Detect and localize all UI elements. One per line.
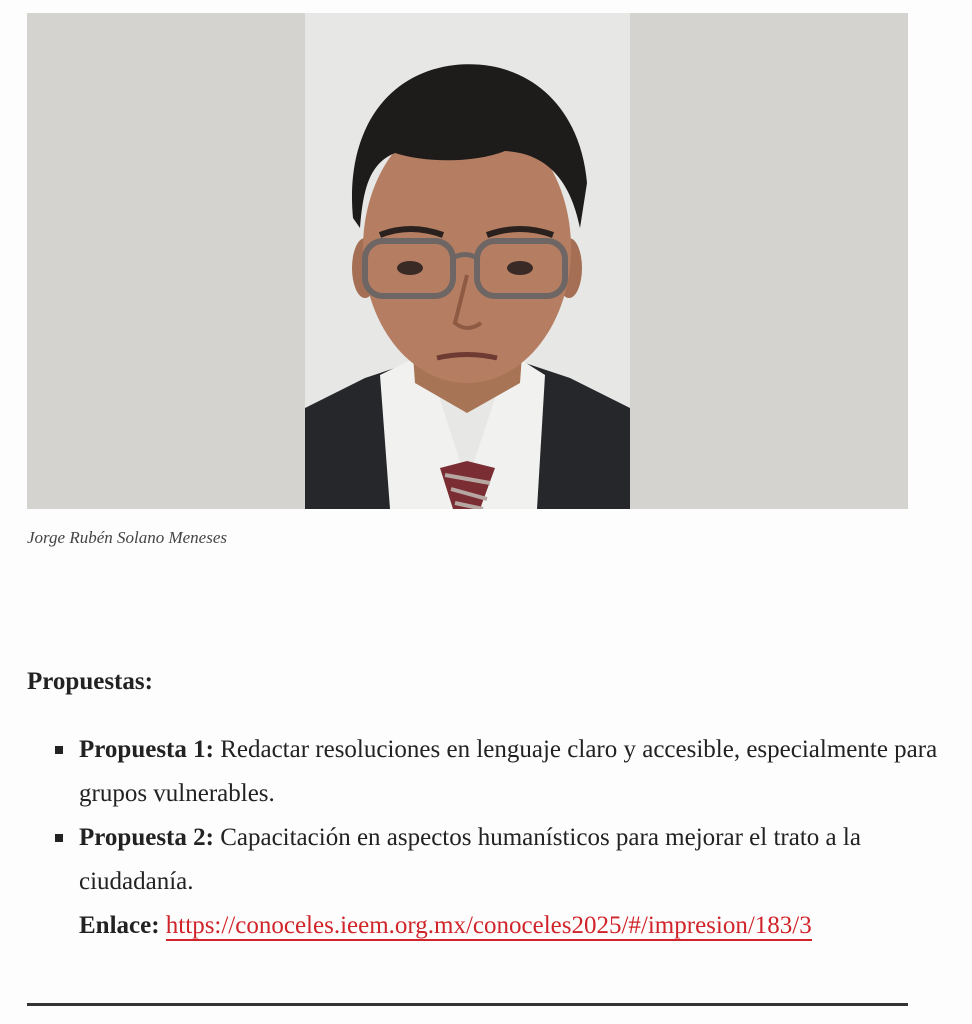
proposal-text: Redactar resoluciones en lenguaje claro y accesible, especialmente para grupos vulnerables. [79,736,938,807]
proposal-label: Propuesta 2: [79,824,214,851]
proposal-label: Propuesta 1: [79,736,214,763]
photo-caption: Jorge Rubén Solano Meneses [27,528,228,547]
divider [27,1003,908,1006]
bullet-icon [55,746,63,754]
candidate-photo-frame [27,13,908,509]
proposals-list [27,728,947,948]
link-line [79,904,947,948]
reference-link[interactable]: https://conoceles.ieem.org.mx/conoceles2025/#/impresion/183/3 [165,912,812,939]
proposal-text: Capacitación en aspectos humanísticos para mejorar el trato a la ciudadanía. [79,824,861,895]
bullet-icon [55,834,63,842]
list-item [27,728,947,816]
link-label: Enlace: [79,912,160,939]
section-title: Propuestas: [27,668,153,695]
candidate-photo [305,13,630,509]
list-item [27,816,947,948]
